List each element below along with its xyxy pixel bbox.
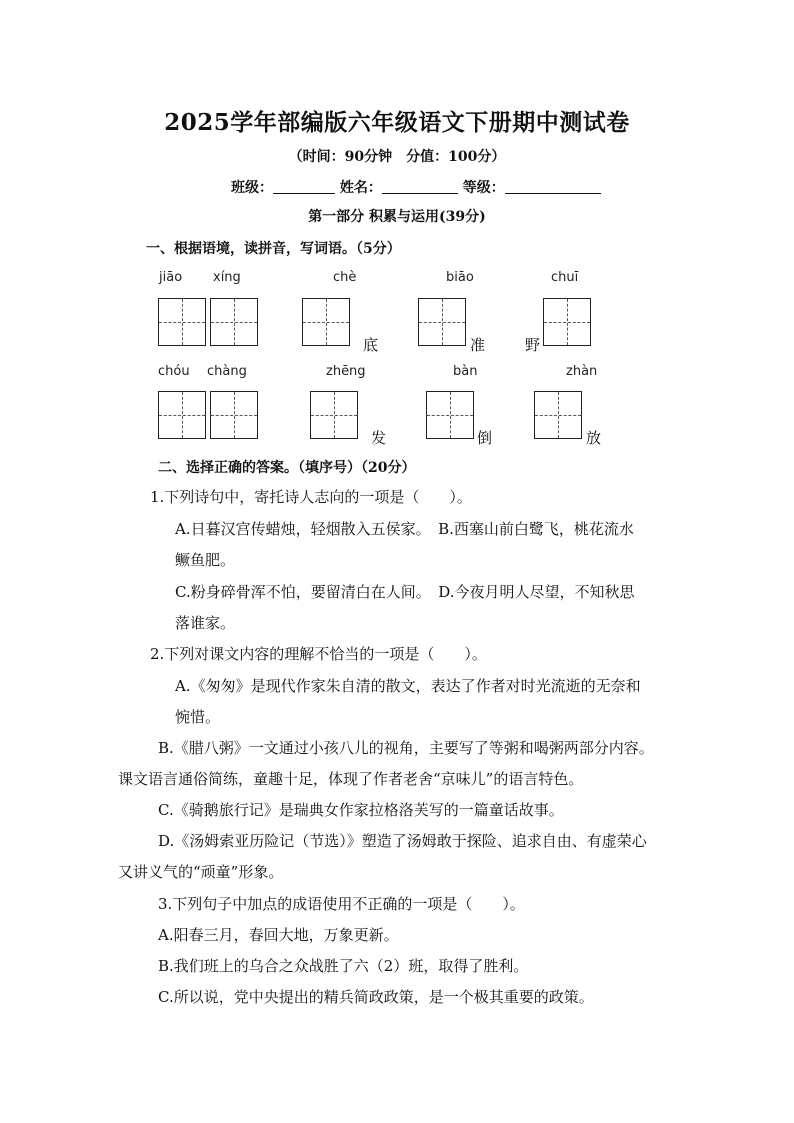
section-1-heading: 一、根据语境，读拼音，写词语。（5分） xyxy=(146,241,401,257)
class-label: 班级： xyxy=(231,180,273,196)
pinyin: zhàn xyxy=(566,364,598,379)
writing-grid-box[interactable] xyxy=(158,298,206,346)
pinyin: biāo xyxy=(446,270,474,285)
pinyin: chóu xyxy=(158,364,190,379)
writing-grid-box[interactable] xyxy=(158,391,206,439)
grade-blank[interactable] xyxy=(505,179,601,194)
pinyin: chàng xyxy=(207,364,247,379)
question-3-option-b: B.我们班上的乌合之众战胜了六（2）班，取得了胜利。 xyxy=(158,957,529,975)
pinyin: chè xyxy=(333,270,357,285)
question-2-option-b-cont: 课文语言通俗简练，童趣十足，体现了作者老舍“京味儿”的语言特色。 xyxy=(118,770,584,788)
question-2-option-b: B.《腊八粥》一文通过小孩八儿的视角，主要写了等粥和喝粥两部分内容。 xyxy=(158,739,654,757)
name-blank[interactable] xyxy=(382,179,458,194)
given-char: 底 xyxy=(363,336,379,354)
student-info-line xyxy=(231,177,601,197)
writing-grid-box[interactable] xyxy=(418,298,466,346)
writing-grid-box[interactable] xyxy=(210,298,258,346)
pinyin: zhēng xyxy=(326,364,366,379)
writing-grid-box[interactable] xyxy=(310,391,358,439)
pinyin: xíng xyxy=(213,270,241,285)
question-1-options-ab: A.日暮汉宫传蜡烛，轻烟散入五侯家。 B.西塞山前白鹭飞，桃花流水 xyxy=(175,520,634,538)
question-3-stem: 3.下列句子中加点的成语使用不正确的一项是（ ）。 xyxy=(158,895,525,913)
given-char: 野 xyxy=(525,336,541,354)
pinyin: jiāo xyxy=(159,270,183,285)
writing-grid-box[interactable] xyxy=(302,298,350,346)
question-2-option-d: D.《汤姆索亚历险记（节选）》塑造了汤姆敢于探险、追求自由、有虚荣心 xyxy=(158,832,647,850)
pinyin: bàn xyxy=(453,364,478,379)
question-2-option-d-cont: 又讲义气的“顽童”形象。 xyxy=(118,863,284,881)
question-3-option-c: C.所以说，党中央提出的精兵简政政策，是一个极其重要的政策。 xyxy=(158,988,594,1006)
question-2-stem: 2.下列对课文内容的理解不恰当的一项是（ ）。 xyxy=(150,645,487,663)
writing-grid-box[interactable] xyxy=(426,391,474,439)
section-2-heading: 二、选择正确的答案。（填序号）（20分） xyxy=(158,460,416,476)
writing-grid-box[interactable] xyxy=(534,391,582,439)
question-2-option-c: C.《骑鹅旅行记》是瑞典女作家拉格洛芙写的一篇童话故事。 xyxy=(158,801,564,819)
part-one-heading: 第一部分 积累与运用(39分) xyxy=(308,209,486,225)
question-3-option-a: A.阳春三月，春回大地，万象更新。 xyxy=(158,926,399,944)
page-title: 2025学年部编版六年级语文下册期中测试卷 xyxy=(164,109,630,136)
name-label: 姓名： xyxy=(339,180,382,196)
question-1-stem: 1.下列诗句中，寄托诗人志向的一项是（ ）。 xyxy=(150,488,472,506)
pinyin: chuī xyxy=(551,270,579,285)
writing-grid-box[interactable] xyxy=(210,391,258,439)
given-char: 放 xyxy=(586,429,602,447)
given-char: 发 xyxy=(371,429,387,447)
class-blank[interactable] xyxy=(273,179,335,194)
question-2-option-a: A.《匆匆》是现代作家朱自清的散文，表达了作者对时光流逝的无奈和 xyxy=(175,677,641,695)
given-char: 倒 xyxy=(477,429,493,447)
given-char: 准 xyxy=(470,336,486,354)
question-1-option-b-cont: 鳜鱼肥。 xyxy=(175,551,236,569)
writing-grid-box[interactable] xyxy=(543,298,591,346)
question-1-option-d-cont: 落谁家。 xyxy=(175,614,236,632)
question-1-options-cd: C.粉身碎骨浑不怕，要留清白在人间。 D.今夜月明人尽望，不知秋思 xyxy=(175,583,635,601)
grade-label: 等级： xyxy=(462,180,505,196)
question-2-option-a-cont: 惋惜。 xyxy=(175,708,221,726)
exam-time-score: （时间：90分钟 分值：100分） xyxy=(288,149,506,165)
